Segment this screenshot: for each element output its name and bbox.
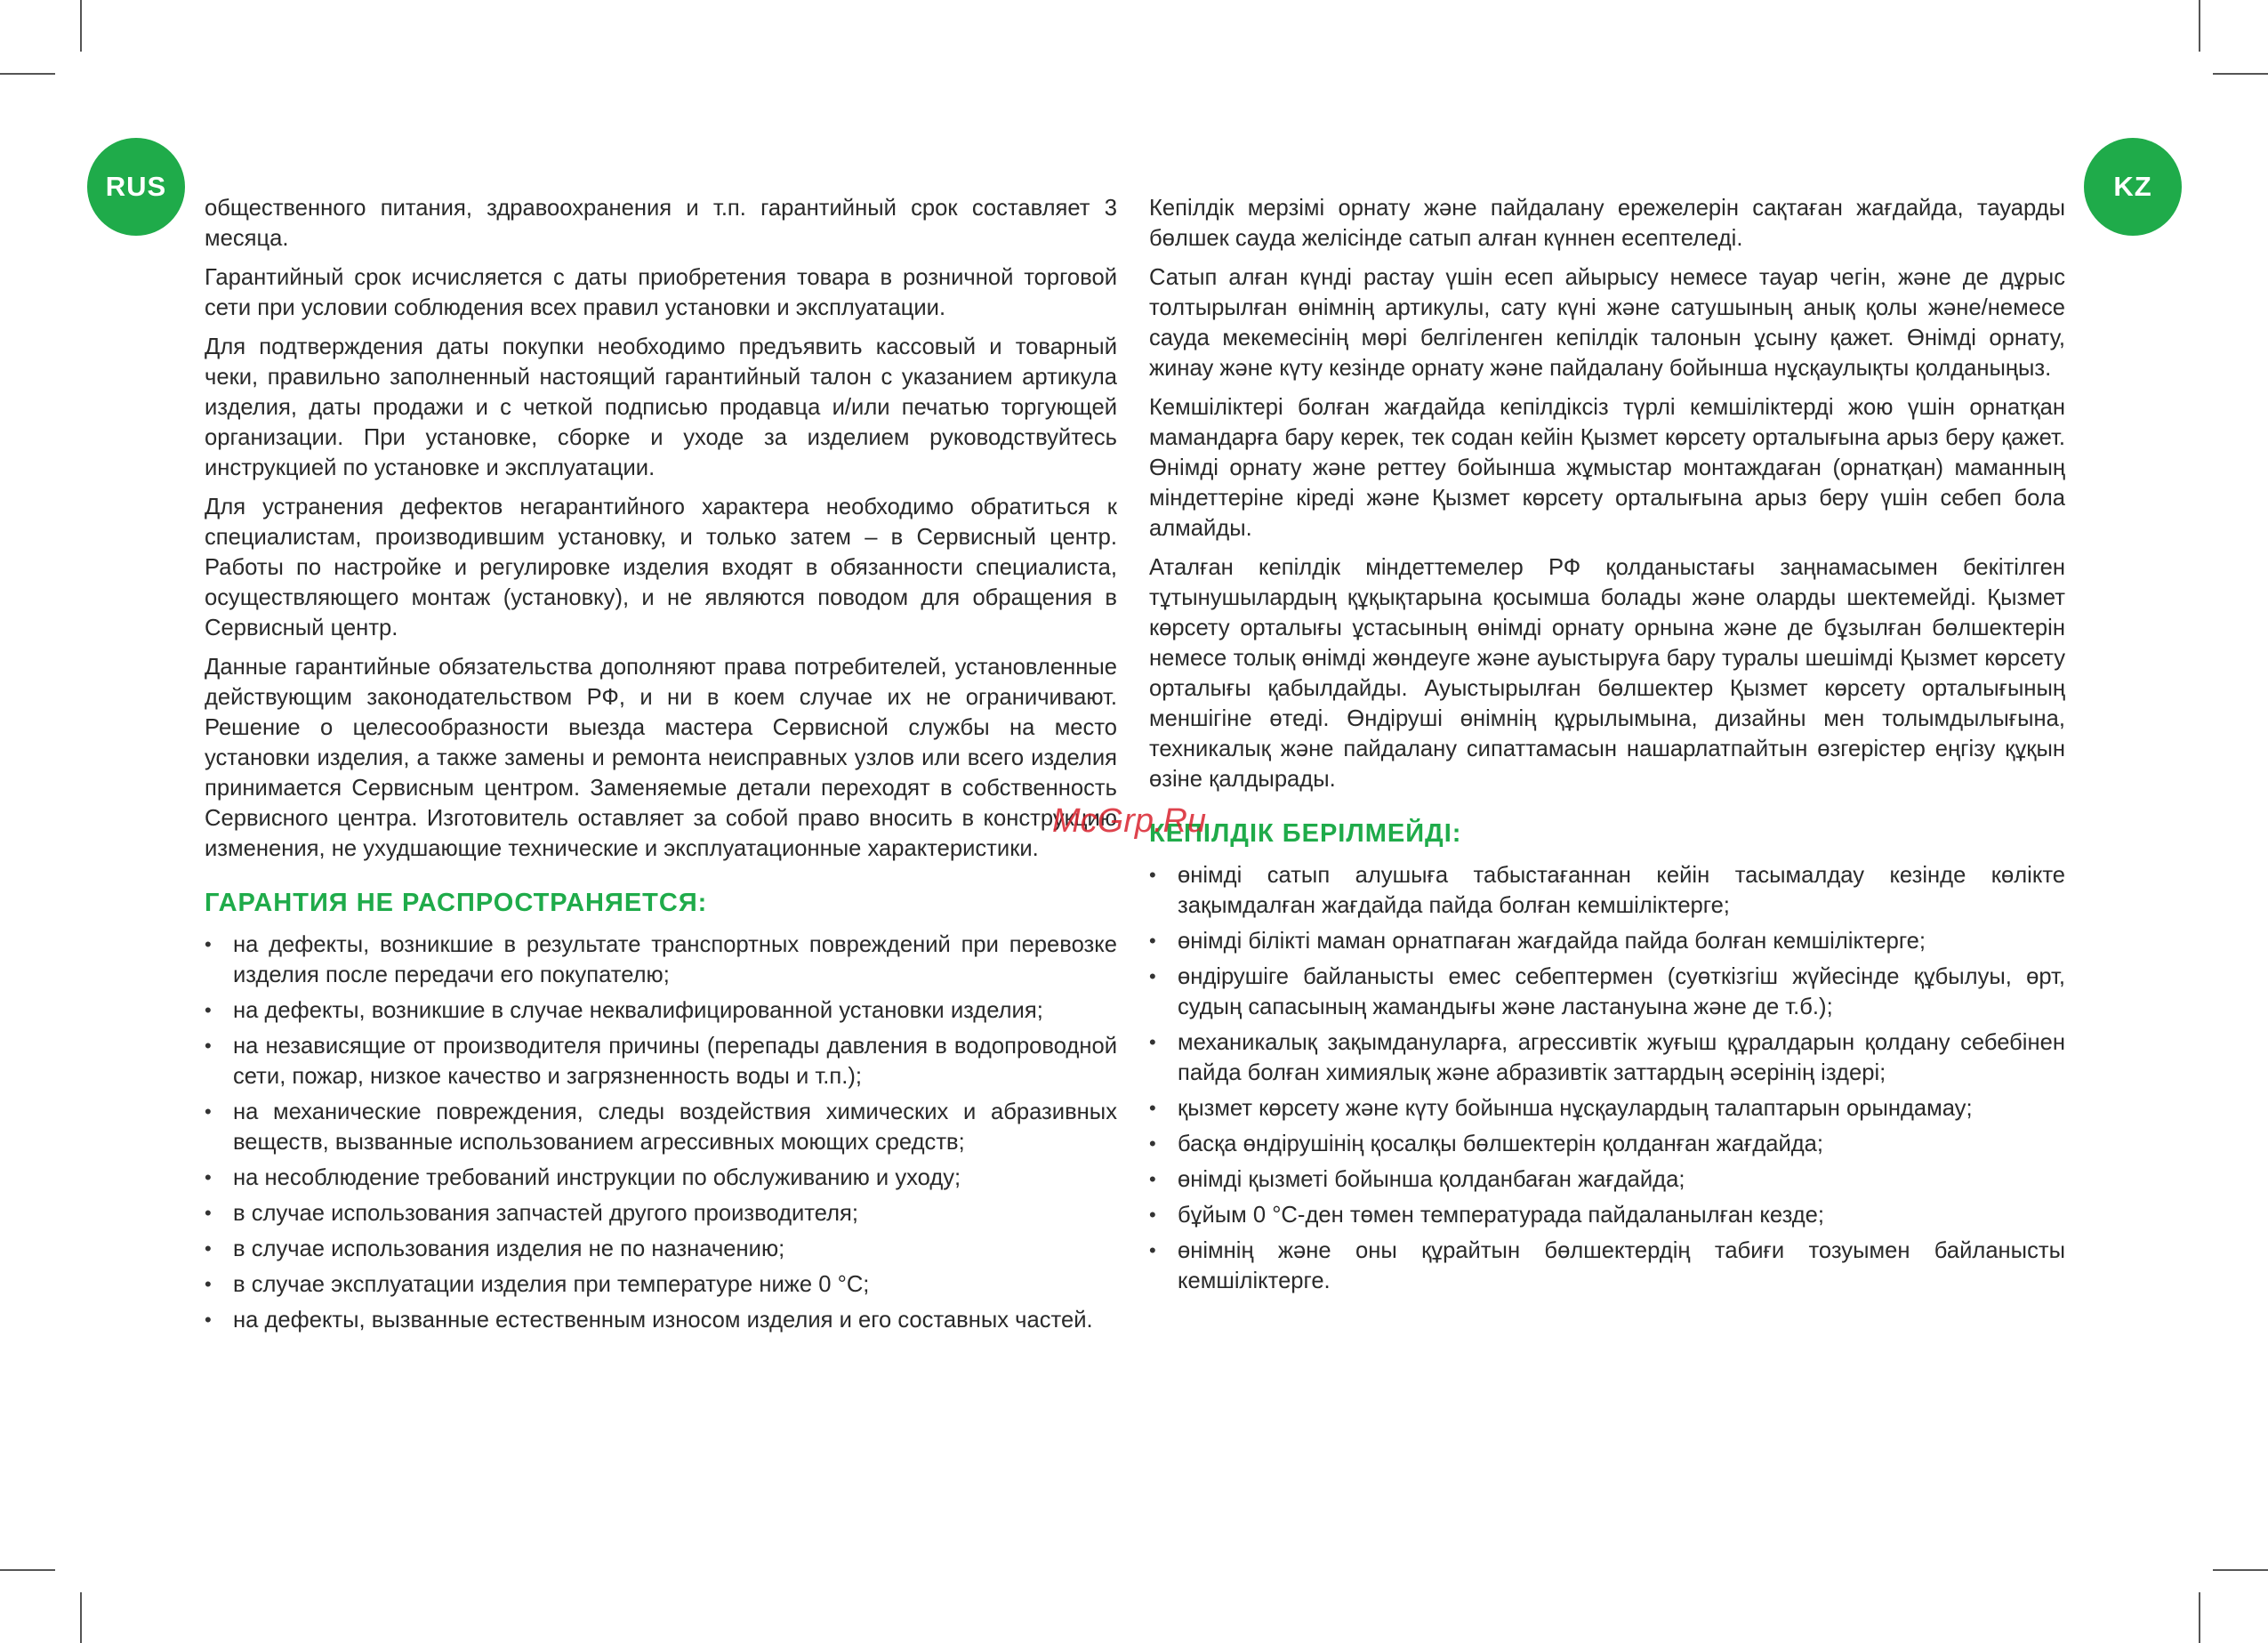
exclusions-list <box>1149 860 2065 1296</box>
paragraph: общественного питания, здравоохранения и т.п. гарантийный срок составляет 3 месяца. <box>205 196 1117 251</box>
list-item: • в случае использования изделия не по назначению; <box>205 1234 1117 1264</box>
crop-mark <box>80 1592 82 1643</box>
list-item: • өнімді қызметі бойынша қолданбаған жағдайда; <box>1149 1164 2065 1195</box>
list-item: • на дефекты, вызванные естественным износом изделия и его составных частей. <box>205 1305 1117 1335</box>
crop-mark <box>0 1569 55 1571</box>
list-item: • өнімді білікті маман орнатпаған жағдайда пайда болған кемшіліктерге; <box>1149 926 2065 956</box>
paragraph: Аталған кепілдік міндеттемелер РФ қолданыстағы заңнамасымен бекітілген тұтынушылардың құқықтарына қосымша болады және оларды шектемейді. Қызмет көрсету орталығы ұстасының өнімді орнату орнына және де бұзылған бөлшектерін немесе толық өнімді жөндеуге және ауыстыруға бару туралы шешімді Қызмет көрсету орталығы қабылдайды. Ауыстырылған бөлшектер Қызмет көрсету орталығының меншігіне өтеді. Өндіруші өнімнің құрылымына, дизайны мен толымдылығына, техникалық және пайдалану сипаттамасын нашарлатпайтын өзгерістер еңгізу құқын өзіне қалдырады. <box>1149 555 2065 792</box>
kazakh-column <box>1149 193 2065 1301</box>
list-item: • на дефекты, возникшие в результате транспортных повреждений при перевозке изделия после передачи его покупателю; <box>205 930 1117 990</box>
list-item: • өндірушіге байланысты емес себептермен (суөткізгіш жүйесінде құбылуы, өрт, судың сапасының жамандығы және ластануына және де т.б.); <box>1149 962 2065 1022</box>
crop-mark <box>2199 1592 2200 1643</box>
watermark: McGrp.Ru <box>1052 802 1207 840</box>
section-heading: КЕПІЛДІК БЕРІЛМЕЙДІ: <box>1149 819 1462 848</box>
list-item: • басқа өндірушінің қосалқы бөлшектерін қолданған жағдайда; <box>1149 1129 2065 1159</box>
paragraph: Гарантийный срок исчисляется с даты приобретения товара в розничной торговой сети при условии соблюдения всех правил установки и эксплуатации. <box>205 265 1117 320</box>
russian-column <box>205 193 1117 1341</box>
crop-mark <box>2213 73 2268 75</box>
list-item: • на механические повреждения, следы воздействия химических и абразивных веществ, вызванные использованием агрессивных моющих средств; <box>205 1097 1117 1157</box>
language-badge-rus: RUS <box>87 138 185 236</box>
list-item: • өнімнің және оны құрайтын бөлшектердің табиғи тозуымен байланысты кемшіліктерге. <box>1149 1236 2065 1296</box>
language-badge-kz: KZ <box>2084 138 2182 236</box>
crop-mark <box>0 73 55 75</box>
paragraph: Для подтверждения даты покупки необходимо предъявить кассовый и товарный чеки, правильно заполненный настоящий гарантийный талон с указанием артикула изделия, даты продажи и с четкой подписью продавца и/или печатью торгующей организации. При установке, сборке и уходе за изделием руководствуйтесь инструкцией по установке и эксплуатации. <box>205 334 1117 480</box>
section-heading: ГАРАНТИЯ НЕ РАСПРОСТРАНЯЕТСЯ: <box>205 889 708 917</box>
paragraph: Сатып алған күнді растау үшін есеп айырысу немесе тауар чегін, және де дұрыс толтырылған өнімнің артикулы, сату күні және сатушының анық қолы және/немесе сауда мекемесінің мөрі белгіленген кепілдік талонын ұсыну қажет. Өнімді орнату, жинау және күту кезінде орнату және пайдалану бойынша нұсқаулықты қолданыңыз. <box>1149 265 2065 381</box>
list-item: • бұйым 0 °С-ден төмен температурада пайдаланылған кезде; <box>1149 1200 2065 1230</box>
crop-mark <box>80 0 82 52</box>
list-item: • механикалық зақымдануларға, агрессивтік жуғыш құралдарын қолдану себебінен пайда болған химиялық және абразивтік заттардың әсерінің іздері; <box>1149 1027 2065 1088</box>
crop-mark <box>2213 1569 2268 1571</box>
list-item: • на дефекты, возникшие в случае неквалифицированной установки изделия; <box>205 995 1117 1026</box>
paragraph: Кемшіліктері болған жағдайда кепілдіксіз түрлі кемшіліктерді жою үшін орнатқан мамандарға бару керек, тек содан кейін Қызмет көрсету орталығына арыз беру қажет. Өнімді орнату және реттеу бойынша жұмыстар монтаждаған (орнатқан) маманның міндеттеріне кіреді және Қызмет көрсету орталығына арыз беру үшін себеп бола алмайды. <box>1149 395 2065 541</box>
list-item: • өнімді сатып алушыға табыстағаннан кейін тасымалдау кезінде көлікте зақымдалған жағдайда пайда болған кемшіліктерге; <box>1149 860 2065 921</box>
crop-mark <box>2199 0 2200 52</box>
exclusions-list <box>205 930 1117 1335</box>
paragraph: Кепілдік мерзімі орнату және пайдалану ережелерін сақтаған жағдайда, тауарды бөлшек сауда желісінде сатып алған күннен есептеледі. <box>1149 196 2065 251</box>
list-item: • на независящие от производителя причины (перепады давления в водопроводной сети, пожар, низкое качество и загрязненность воды и т.п.); <box>205 1031 1117 1091</box>
list-item: • на несоблюдение требований инструкции по обслуживанию и уходу; <box>205 1163 1117 1193</box>
paragraph: Для устранения дефектов негарантийного характера необходимо обратиться к специалистам, производившим установку, и только затем – в Сервисный центр. Работы по настройке и регулировке изделия входят в обязанности специалиста, осуществляющего монтаж (установку), и не являются поводом для обращения в Сервисный центр. <box>205 495 1117 640</box>
list-item: • в случае эксплуатации изделия при температуре ниже 0 °С; <box>205 1269 1117 1300</box>
list-item: • в случае использования запчастей другого производителя; <box>205 1198 1117 1228</box>
paragraph: Данные гарантийные обязательства дополняют права потребителей, установленные действующим законодательством РФ, и ни в коем случае их не ограничивают. Решение о целесообразности выезда мастера Сервисной службы на место установки изделия, а также замены и ремонта неисправных узлов или всего изделия принимается Сервисным центром. Заменяемые детали переходят в собственность Сервисного центра. Изготовитель оставляет за собой право вносить в конструкцию изменения, не ухудшающие технические и эксплуатационные характеристики. <box>205 655 1117 861</box>
list-item: • қызмет көрсету және күту бойынша нұсқаулардың талаптарын орындамау; <box>1149 1093 2065 1124</box>
